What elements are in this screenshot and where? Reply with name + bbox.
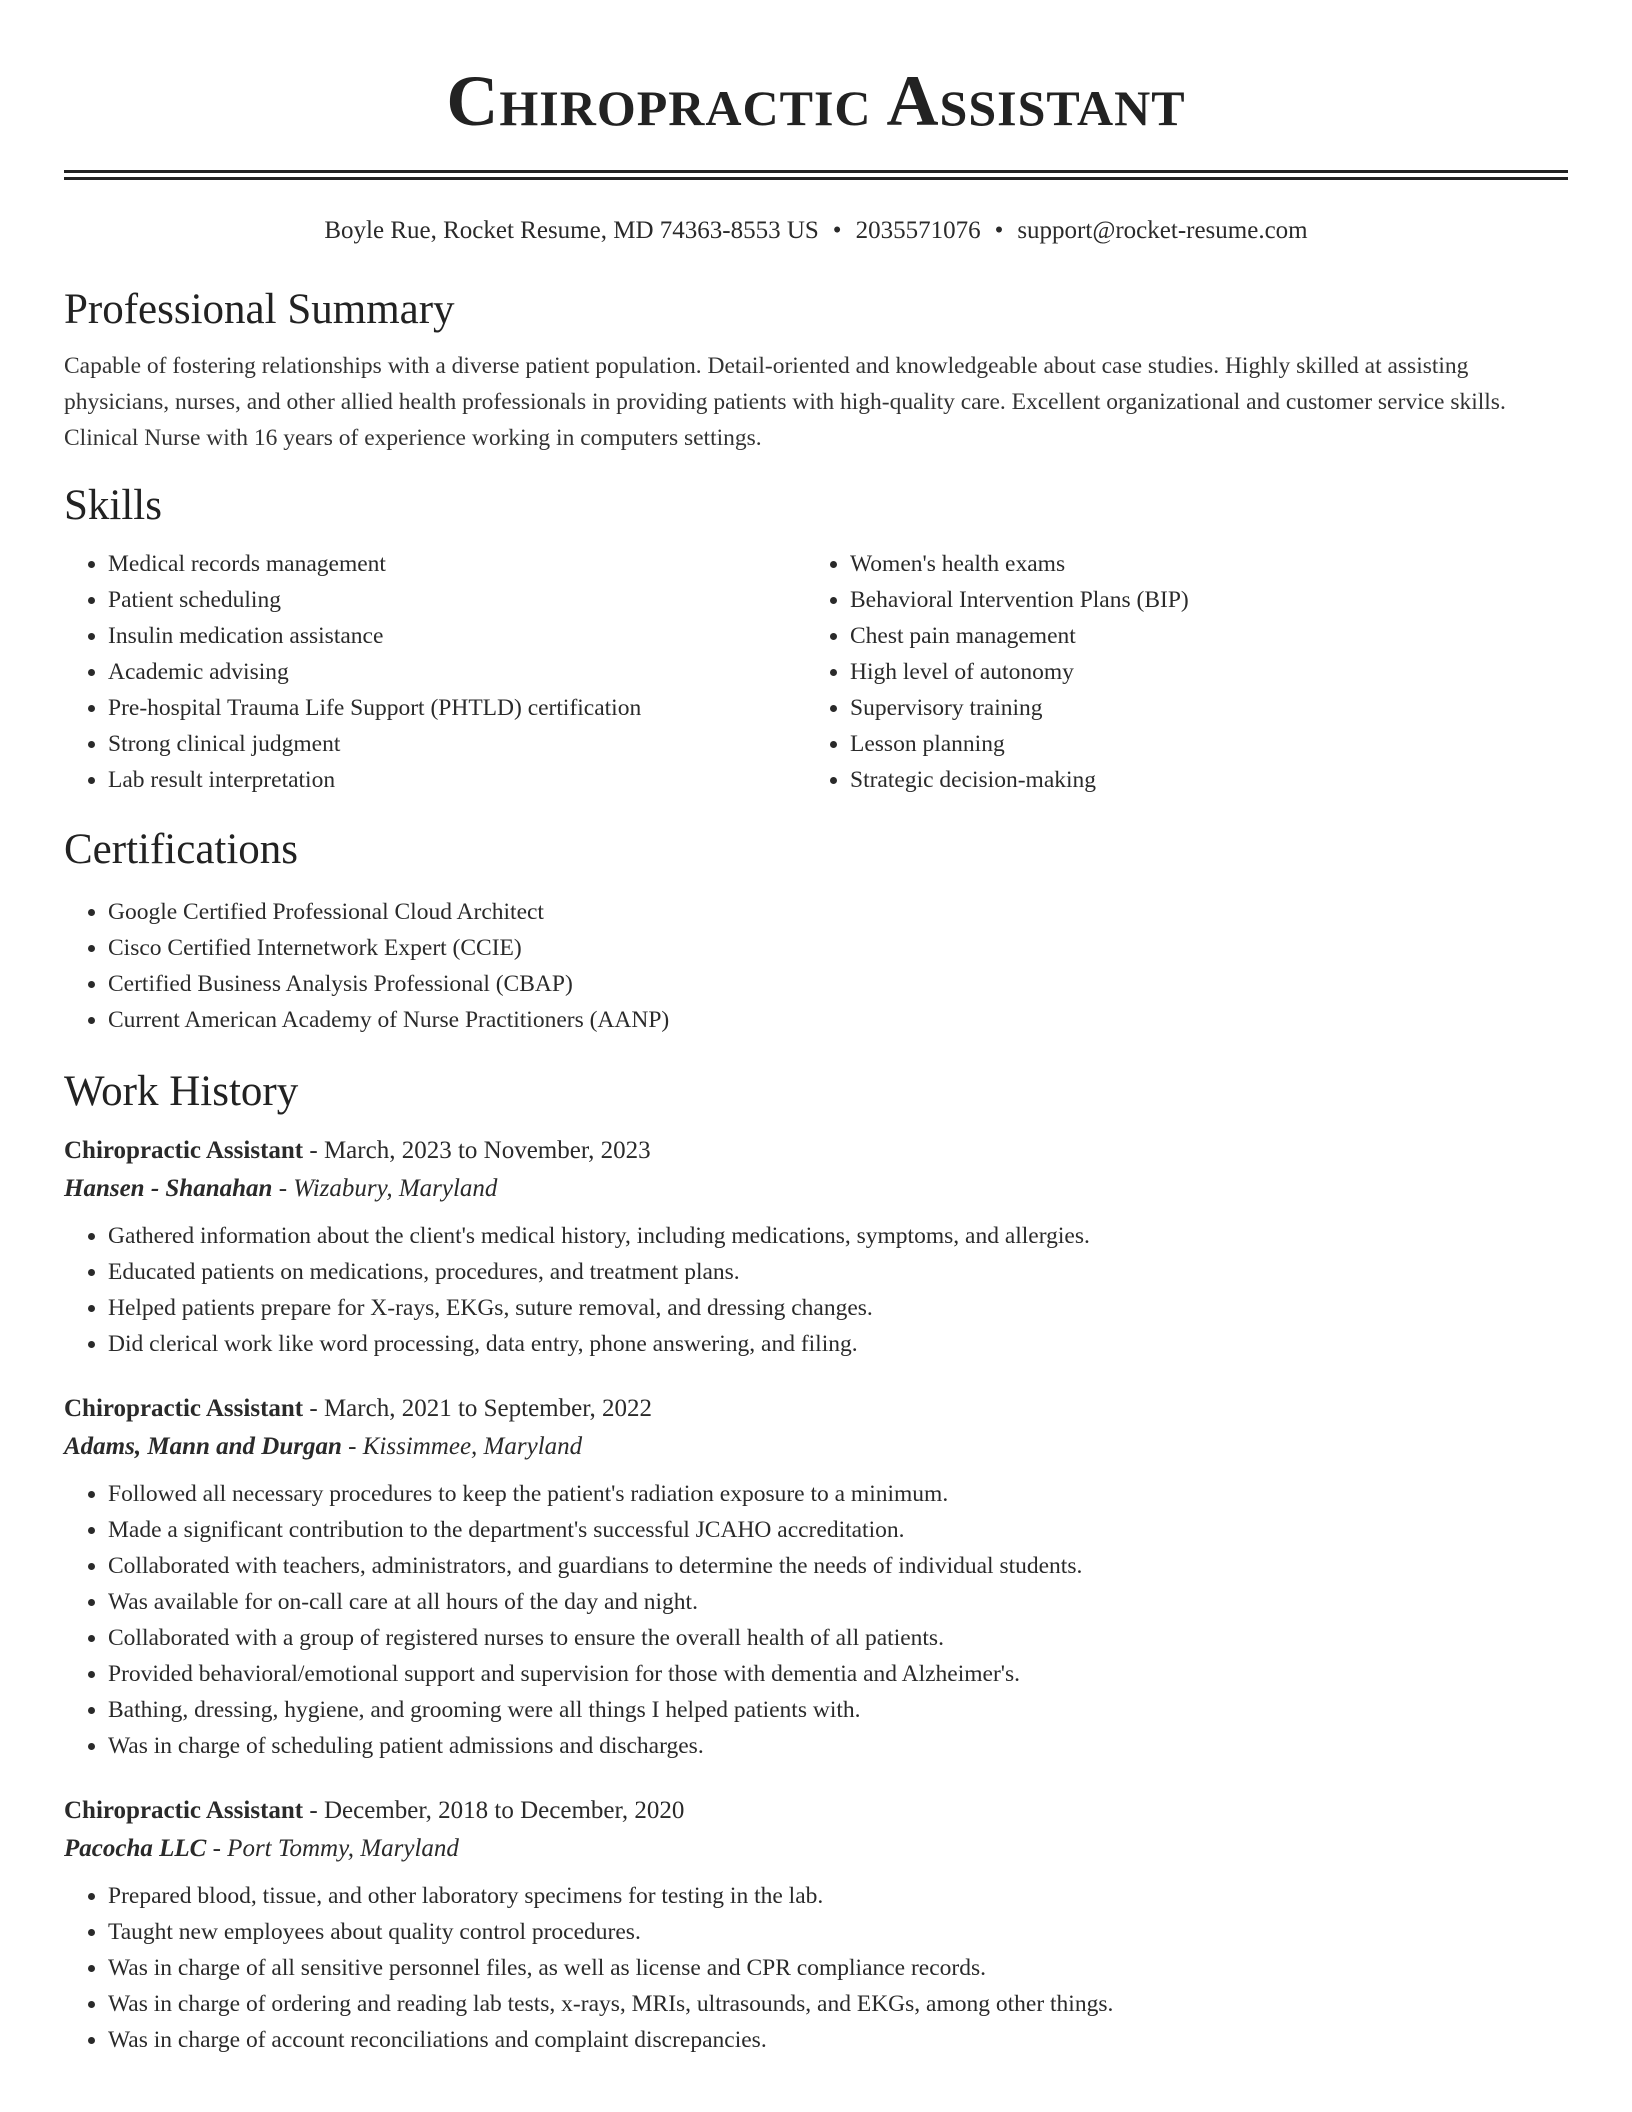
work-history-section [64, 1066, 1568, 2058]
job-bullet: • Provided behavioral/emotional support and supervision for those with dementia and Alzheimer's. [108, 1656, 1568, 1692]
certification-item: • Certified Business Analysis Professional (CBAP) [108, 966, 1568, 1002]
summary-heading: Professional Summary [64, 286, 455, 333]
job-location: - Port Tommy, Maryland [206, 1835, 459, 1862]
job-bullet: • Was available for on-call care at all hours of the day and night. [108, 1584, 1568, 1620]
skill-item: • Women's health exams [850, 546, 1548, 582]
job-bullet: • Was in charge of all sensitive personnel files, as well as license and CPR compliance records. [108, 1950, 1568, 1986]
jobs-container [64, 1132, 1568, 2058]
job-bullet: • Was in charge of scheduling patient admissions and discharges. [108, 1728, 1568, 1764]
job-header [64, 1792, 1568, 1830]
job-bullet: • Was in charge of account reconciliations and complaint discrepancies. [108, 2022, 1568, 2058]
skills-column-left [64, 546, 806, 798]
skill-item: • Supervisory training [850, 690, 1548, 726]
job-company: Pacocha LLC [64, 1835, 207, 1862]
job-bullet: • Helped patients prepare for X-rays, EKGs, suture removal, and dressing changes. [108, 1290, 1568, 1326]
certification-item: • Current American Academy of Nurse Practitioners (AANP) [108, 1002, 1568, 1038]
skills-list-left [64, 546, 806, 798]
job-title: Chiropractic Assistant [64, 1797, 304, 1824]
contact-separator: • [994, 217, 1004, 244]
job-bullet: • Collaborated with teachers, administrators, and guardians to determine the needs of individual students. [108, 1548, 1568, 1584]
skill-item: • Academic advising [108, 654, 806, 690]
job-bullet: • Bathing, dressing, hygiene, and grooming were all things I helped patients with. [108, 1692, 1568, 1728]
contact-line [64, 216, 1568, 246]
contact-separator: • [832, 217, 842, 244]
skill-item: • Lab result interpretation [108, 762, 806, 798]
job-bullets [64, 1878, 1568, 2058]
header-double-rule [64, 170, 1568, 180]
summary-section [64, 284, 1568, 456]
skill-item: • High level of autonomy [850, 654, 1548, 690]
job-bullet: • Prepared blood, tissue, and other laboratory specimens for testing in the lab. [108, 1878, 1568, 1914]
job-title: Chiropractic Assistant [64, 1137, 304, 1164]
job-dates: - March, 2021 to September, 2022 [303, 1395, 653, 1422]
skill-item: • Insulin medication assistance [108, 618, 806, 654]
job-entry [64, 1132, 1568, 1362]
contact-email[interactable]: support@rocket-resume.com [1017, 217, 1308, 244]
job-company-line [64, 1830, 1568, 1868]
job-bullet: • Educated patients on medications, procedures, and treatment plans. [108, 1254, 1568, 1290]
job-bullet: • Collaborated with a group of registered nurses to ensure the overall health of all patients. [108, 1620, 1568, 1656]
job-company: Adams, Mann and Durgan [64, 1433, 342, 1460]
skills-list-right [806, 546, 1548, 798]
job-location: - Wizabury, Maryland [272, 1175, 498, 1202]
skills-heading: Skills [64, 482, 162, 529]
job-header [64, 1132, 1568, 1170]
resume-name: Chiropractic Assistant [446, 61, 1186, 141]
contact-address: Boyle Rue, Rocket Resume, MD 74363-8553 US [324, 217, 819, 244]
job-bullet: • Gathered information about the client's medical history, including medications, symptoms, and allergies. [108, 1218, 1568, 1254]
job-dates: - December, 2018 to December, 2020 [303, 1797, 685, 1824]
contact-phone: 2035571076 [855, 217, 981, 244]
skill-item: • Behavioral Intervention Plans (BIP) [850, 582, 1548, 618]
summary-text: Capable of fostering relationships with a diverse patient population. Detail-oriented and knowledgeable about case studies. Highly skilled at assisting physicians, nurses, and other allied health professionals in providing patients with high-quality care. Excellent organizational and customer service skills. Clinical Nurse with 16 years of experience working in computers settings. [64, 353, 1506, 451]
job-bullet: • Followed all necessary procedures to keep the patient's radiation exposure to a minimum. [108, 1476, 1568, 1512]
job-entry [64, 1390, 1568, 1764]
job-entry [64, 1792, 1568, 2058]
skills-column-right [806, 546, 1548, 798]
skills-columns [64, 546, 1568, 798]
work-history-heading: Work History [64, 1068, 299, 1115]
certifications-heading: Certifications [64, 826, 299, 873]
skills-section [64, 480, 1568, 798]
job-header [64, 1390, 1568, 1428]
job-company: Hansen - Shanahan [64, 1175, 273, 1202]
job-title: Chiropractic Assistant [64, 1395, 304, 1422]
job-location: - Kissimmee, Maryland [341, 1433, 583, 1460]
skill-item: • Chest pain management [850, 618, 1548, 654]
skill-item: • Strong clinical judgment [108, 726, 806, 762]
job-bullet: • Made a significant contribution to the department's successful JCAHO accreditation. [108, 1512, 1568, 1548]
certifications-list [64, 894, 1568, 1038]
job-bullet: • Did clerical work like word processing, data entry, phone answering, and filing. [108, 1326, 1568, 1362]
skill-item: • Medical records management [108, 546, 806, 582]
job-bullets [64, 1476, 1568, 1764]
certification-item: • Cisco Certified Internetwork Expert (CCIE) [108, 930, 1568, 966]
skill-item: • Pre-hospital Trauma Life Support (PHTLD) certification [108, 690, 806, 726]
certification-item: • Google Certified Professional Cloud Architect [108, 894, 1568, 930]
job-bullets [64, 1218, 1568, 1362]
skill-item: • Lesson planning [850, 726, 1548, 762]
job-dates: - March, 2023 to November, 2023 [303, 1137, 651, 1164]
job-company-line [64, 1170, 1568, 1208]
job-bullet: • Taught new employees about quality control procedures. [108, 1914, 1568, 1950]
skill-item: • Patient scheduling [108, 582, 806, 618]
job-bullet: • Was in charge of ordering and reading lab tests, x-rays, MRIs, ultrasounds, and EKGs, among other things. [108, 1986, 1568, 2022]
job-company-line [64, 1428, 1568, 1466]
certifications-section [64, 824, 1568, 1038]
skill-item: • Strategic decision-making [850, 762, 1548, 798]
